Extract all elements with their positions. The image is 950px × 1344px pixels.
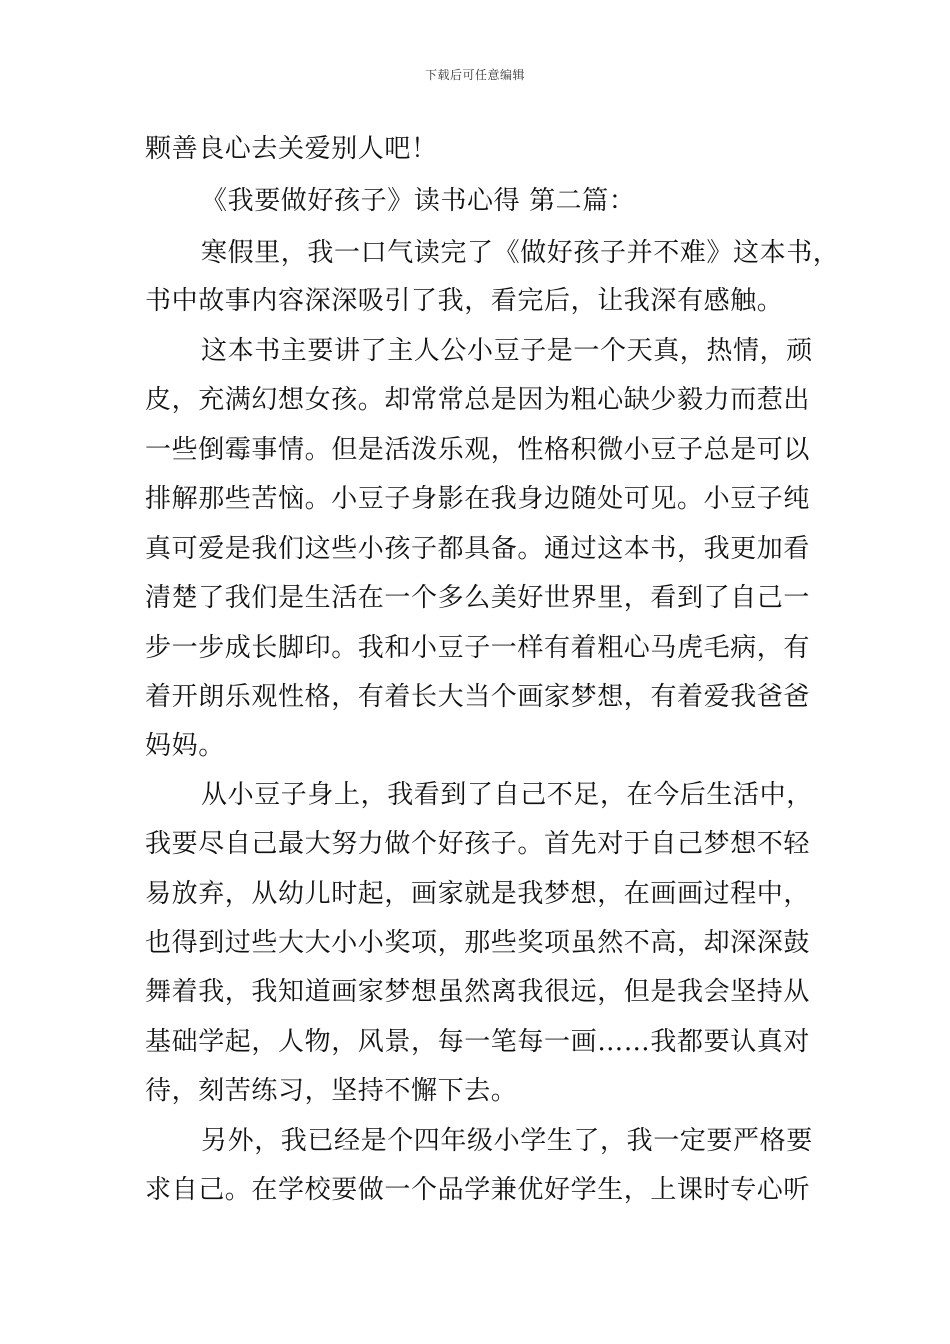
text-line: 这本书主要讲了主人公小豆子是一个天真，热情，顽 <box>201 336 813 366</box>
text-line: 易放弃，从幼儿时起，画家就是我梦想，在画画过程中， <box>145 879 811 909</box>
text-line: 也得到过些大大小小奖项，那些奖项虽然不高，却深深鼓 <box>145 928 811 958</box>
text-line: 排解那些苦恼。小豆子身影在我身边随处可见。小豆子纯 <box>145 484 811 514</box>
text-line: 另外，我已经是个四年级小学生了，我一定要严格要 <box>201 1126 813 1156</box>
text-line: 求自己。在学校要做一个品学兼优好学生，上课时专心听 <box>145 1175 811 1205</box>
text-line: 一些倒霉事情。但是活泼乐观，性格积微小豆子总是可以 <box>145 435 811 465</box>
text-line: 基础学起，人物，风景，每一笔每一画……我都要认真对 <box>145 1027 811 1057</box>
text-line: 舞着我，我知道画家梦想虽然离我很远，但是我会坚持从 <box>145 977 811 1007</box>
page-header: 下载后可任意编辑 <box>424 68 525 82</box>
section-heading: 《我要做好孩子》读书心得 第二篇： <box>201 186 636 216</box>
text-line: 妈妈。 <box>145 731 225 761</box>
text-line: 步一步成长脚印。我和小豆子一样有着粗心马虎毛病，有 <box>145 633 811 663</box>
text-line: 皮，充满幻想女孩。却常常总是因为粗心缺少毅力而惹出 <box>145 385 811 415</box>
text-line: 真可爱是我们这些小孩子都具备。通过这本书，我更加看 <box>145 534 811 564</box>
text-line: 从小豆子身上，我看到了自己不足，在今后生活中， <box>201 780 813 810</box>
text-line: 我要尽自己最大努力做个好孩子。首先对于自己梦想不轻 <box>145 829 811 859</box>
text-line: 着开朗乐观性格，有着长大当个画家梦想，有着爱我爸爸 <box>145 682 811 712</box>
text-line: 清楚了我们是生活在一个多么美好世界里，看到了自己一 <box>145 583 811 613</box>
text-line: 寒假里，我一口气读完了《做好孩子并不难》这本书， <box>201 238 840 268</box>
text-line: 颗善良心去关爱别人吧！ <box>145 134 438 164</box>
text-line: 待，刻苦练习，坚持不懈下去。 <box>145 1076 518 1106</box>
text-line: 书中故事内容深深吸引了我，看完后，让我深有感触。 <box>145 286 784 316</box>
